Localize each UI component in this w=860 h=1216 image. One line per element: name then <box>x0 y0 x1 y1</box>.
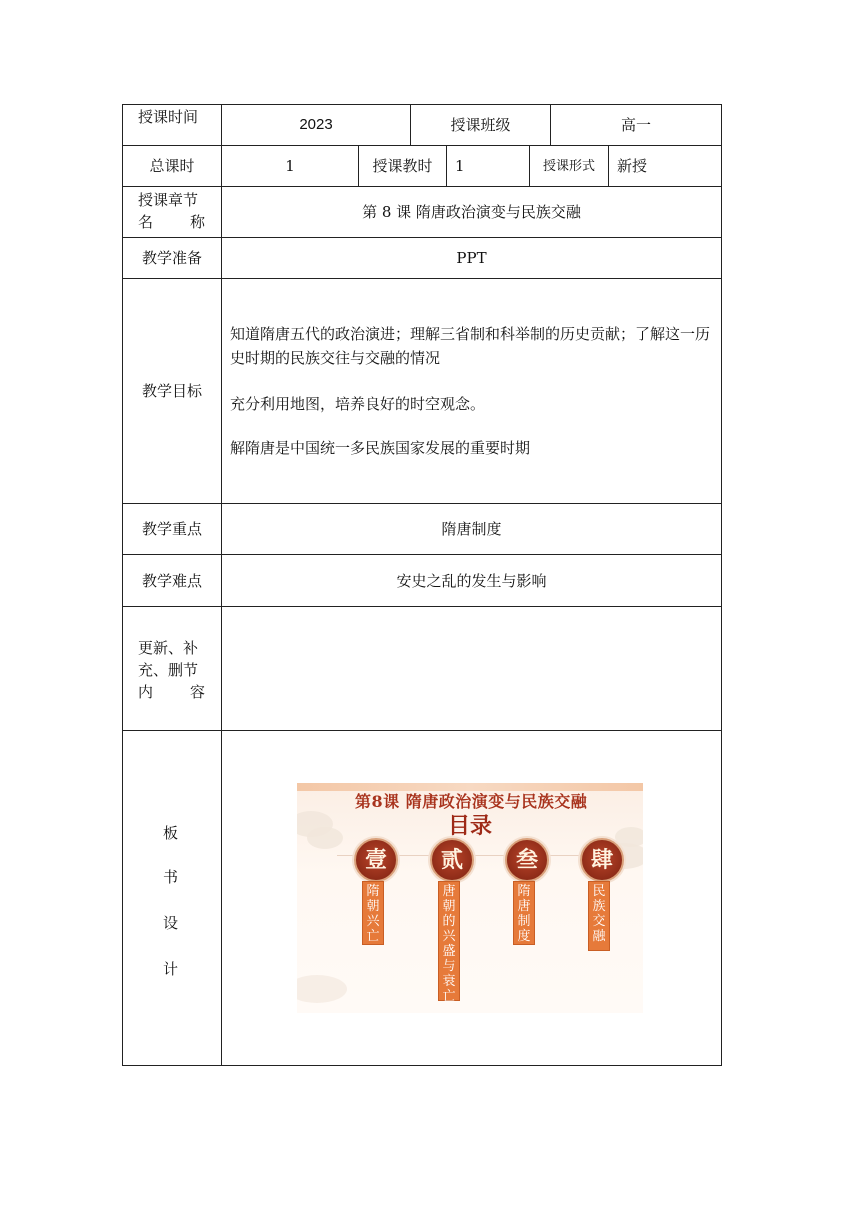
total-label: 总课时 <box>149 157 195 175</box>
total-value: 1 <box>285 157 295 175</box>
board-label-char-2: 书 <box>163 868 179 886</box>
cell-update-value <box>221 606 722 731</box>
update-label-line3-b: 容 <box>190 683 206 701</box>
time-value: 2023 <box>299 116 333 133</box>
goal-item-3: 解隋唐是中国统一多民族国家发展的重要时期 <box>230 439 531 457</box>
chapter-label-line1: 授课章节 <box>138 191 199 209</box>
prep-label: 教学准备 <box>141 249 202 267</box>
medal-3: 叁 <box>505 838 549 882</box>
chapter-label-line2-b: 称 <box>190 213 206 231</box>
key-value: 隋唐制度 <box>441 520 502 538</box>
update-label-line1: 更新、补 <box>138 639 199 657</box>
medal-4: 肆 <box>580 838 624 882</box>
cloud-decoration <box>297 975 347 1003</box>
goal-item-1: 知道隋唐五代的政治演进；理解三省制和科举制的历史贡献；了解这一历史时期的民族交往与交融的情况 <box>230 325 711 367</box>
class-label: 授课班级 <box>450 116 511 134</box>
medal-2: 贰 <box>430 838 474 882</box>
board-design-image <box>297 783 643 1013</box>
medal-1: 壹 <box>354 838 398 882</box>
hours-value: 1 <box>455 157 465 175</box>
goal-label: 教学目标 <box>141 382 202 400</box>
section-banner-2: 唐朝的兴盛与衰亡 <box>438 881 460 1001</box>
prep-value: PPT <box>456 249 487 267</box>
hard-value: 安史之乱的发生与影响 <box>396 572 547 590</box>
board-title: 第8课 隋唐政治演变与民族交融 <box>355 792 588 811</box>
form-value: 新授 <box>617 157 648 175</box>
section-banner-1: 隋朝兴亡 <box>362 881 384 945</box>
board-label-char-4: 计 <box>163 960 179 978</box>
update-label-line2: 充、删节 <box>138 661 199 679</box>
class-value: 高一 <box>620 116 651 134</box>
section-banner-4: 民族交融 <box>588 881 610 951</box>
goal-item-2: 充分利用地图，培养良好的时空观念。 <box>230 395 486 413</box>
board-label-char-1: 板 <box>163 824 179 842</box>
time-label: 授课时间 <box>138 108 199 126</box>
cell-board-label <box>122 730 222 1066</box>
board-label-char-3: 设 <box>163 914 179 932</box>
board-heading: 目录 <box>447 813 492 839</box>
form-label: 授课形式 <box>542 159 595 174</box>
update-label-line3-a: 内 <box>138 683 154 701</box>
cell-goal-value <box>221 278 722 504</box>
chapter-label-line2-a: 名 <box>138 213 154 231</box>
key-label: 教学重点 <box>141 520 202 538</box>
chapter-value: 第 8 课 隋唐政治演变与民族交融 <box>362 203 581 221</box>
hours-label: 授课教时 <box>372 157 433 175</box>
hard-label: 教学难点 <box>141 572 202 590</box>
section-banner-3: 隋唐制度 <box>513 881 535 945</box>
